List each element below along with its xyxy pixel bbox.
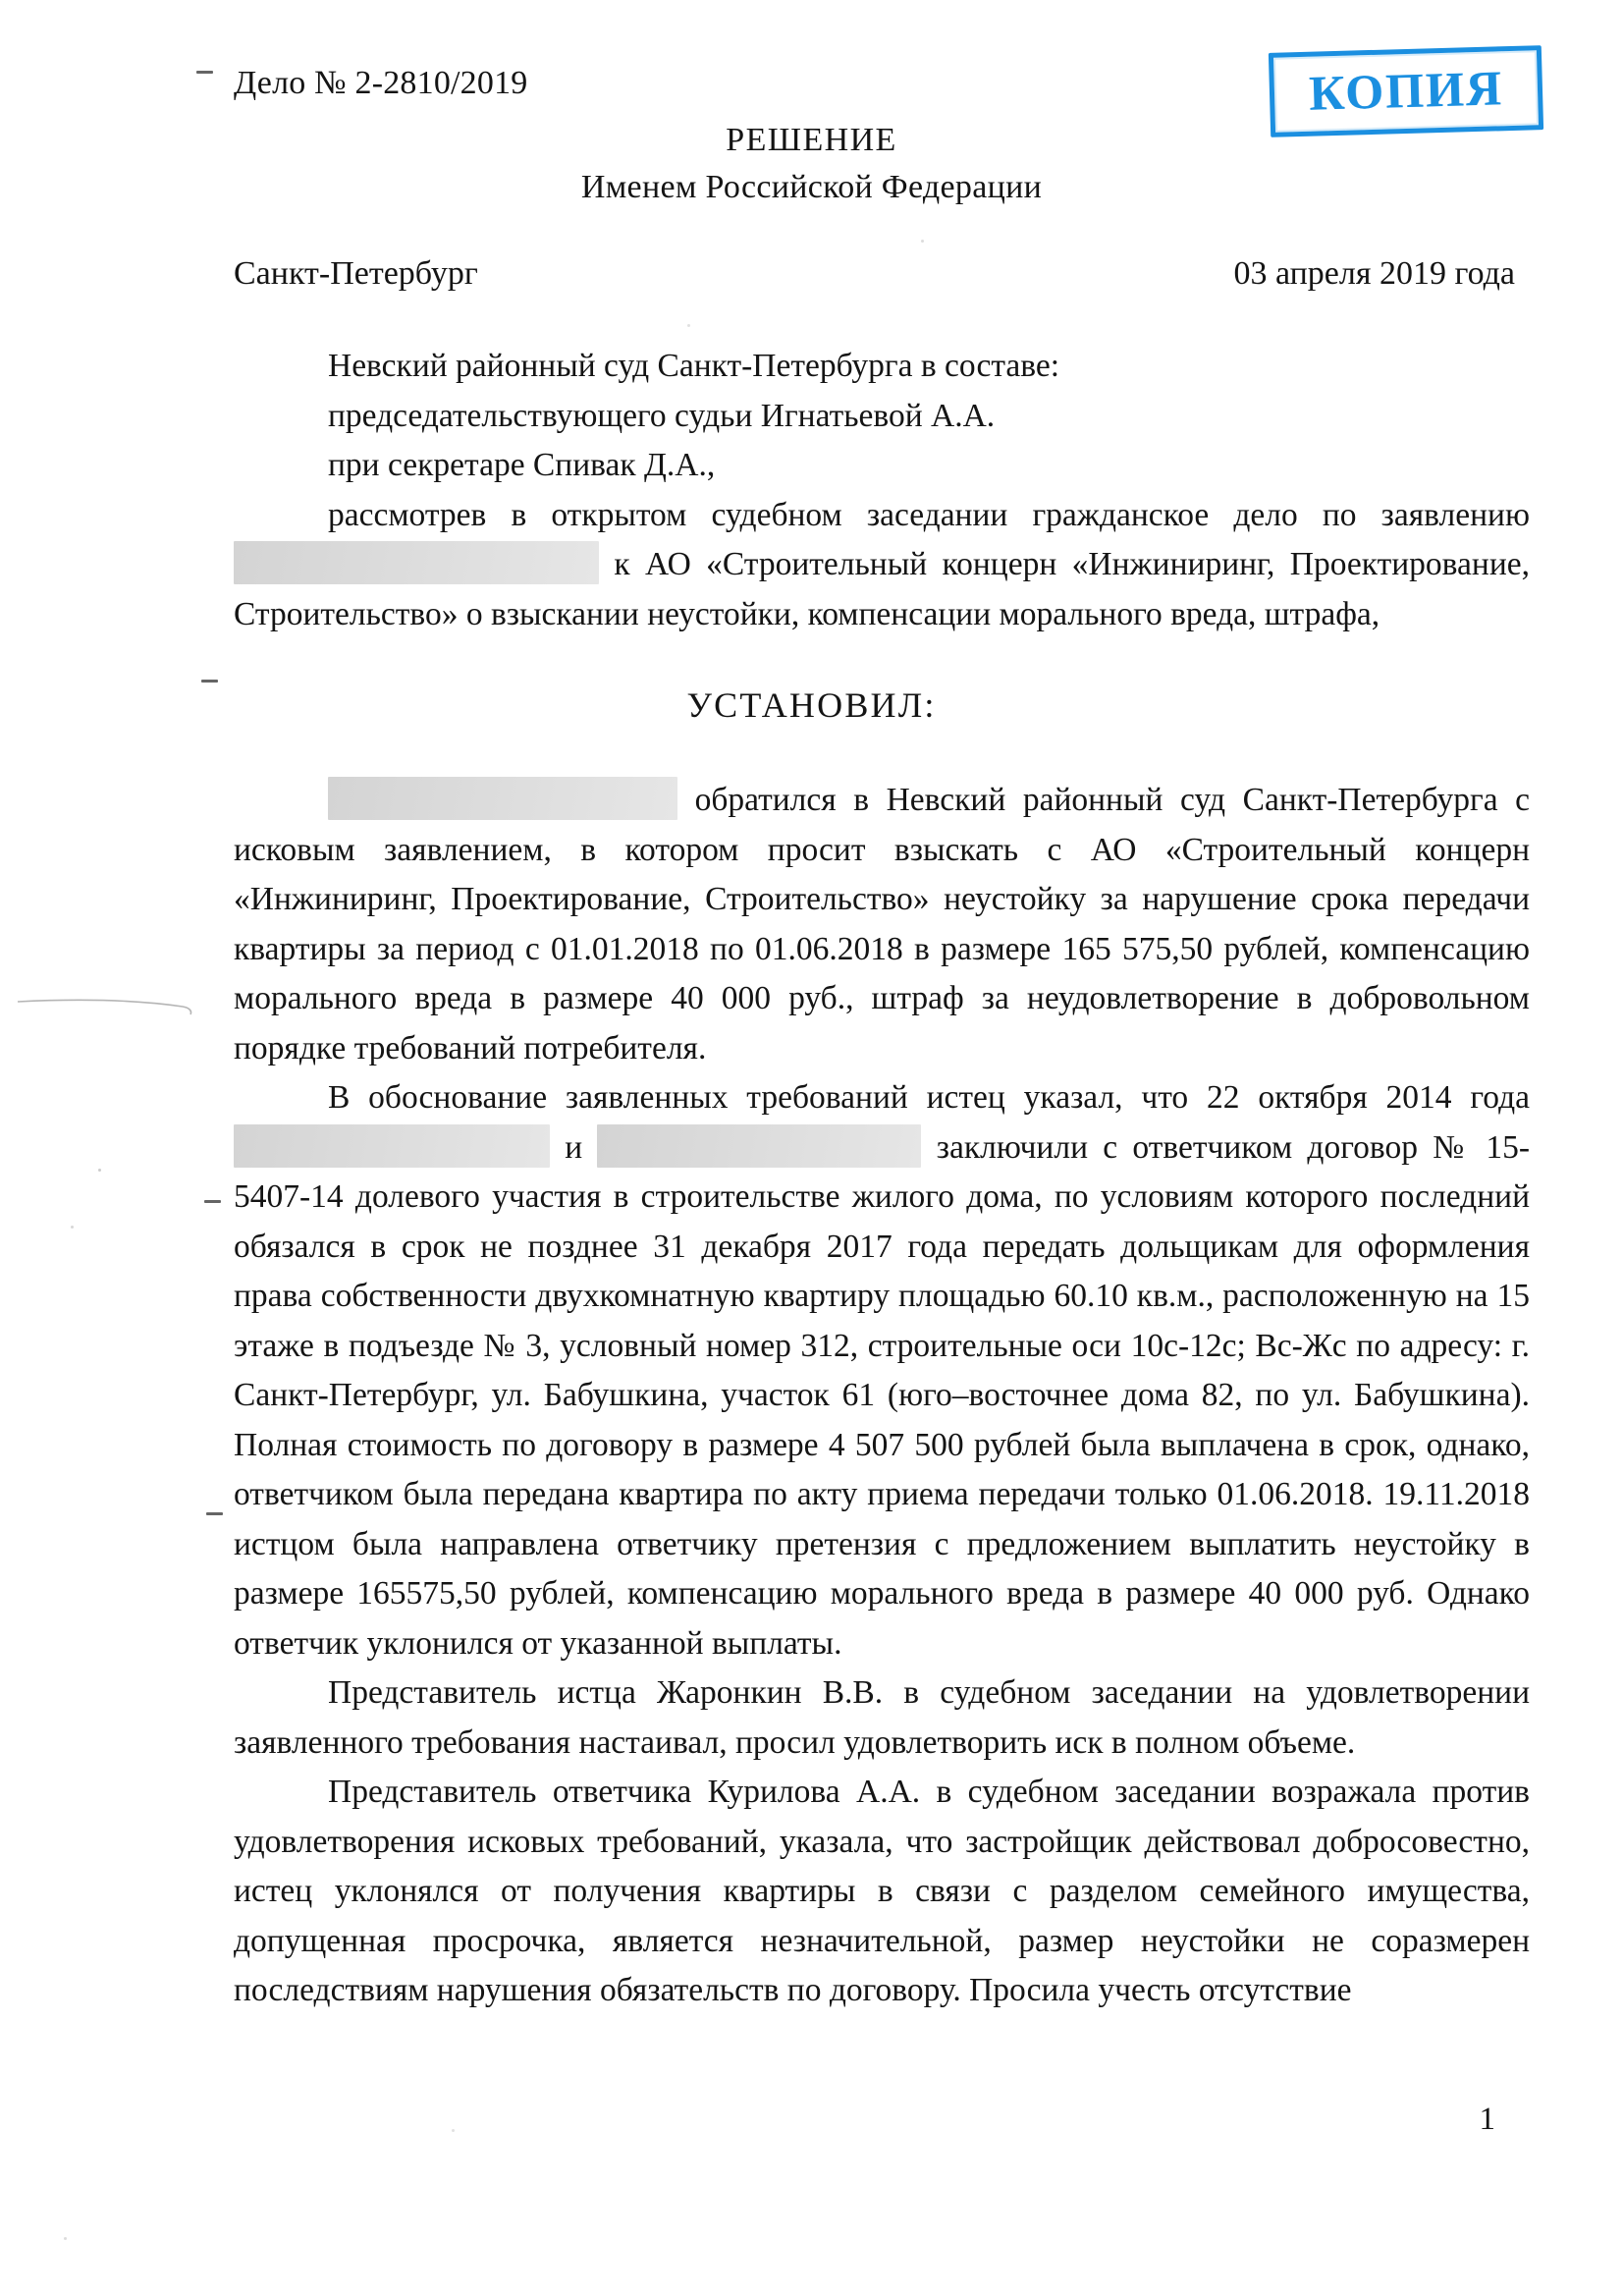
scan-artifact-speck <box>64 2237 67 2240</box>
scan-artifact-speck <box>452 2129 455 2132</box>
page-title: РЕШЕНИЕ <box>726 122 897 158</box>
scan-artifact-speck <box>98 1169 101 1172</box>
intro-block <box>234 342 1530 639</box>
city-label: Санкт-Петербург <box>234 255 478 292</box>
stamp-label: КОПИЯ <box>1308 59 1504 121</box>
scan-artifact-dash <box>206 1512 223 1515</box>
body-paragraph-3: Представитель истца Жаронкин В.В. в судебном заседании на удовлетворении заявленного требования настаивал, просил удовлетворить иск в полном объеме. <box>234 1674 1530 1761</box>
intro-subject-paragraph <box>234 491 1530 640</box>
decision-date: 03 апреля 2019 года <box>1233 255 1515 292</box>
redaction-block-applicant-name <box>328 777 677 820</box>
scan-artifact-speck <box>921 240 924 243</box>
scan-artifact-speck <box>687 324 690 327</box>
scan-artifact-dash <box>196 71 213 74</box>
scan-artifact-dash <box>201 680 218 683</box>
scan-artifact-speck <box>71 1226 74 1229</box>
body-paragraph-2-text-part2: заключили с ответчиком договор № 15-5407-14 долевого участия в строительстве жилого дома, по условиям которого последний обязался в срок не позднее 31 декабря 2017 года передать дольщикам для оформления права собственности двухкомнатную квартиру площадью 60.10 кв.м., расположенную на 15 этаже в подъезде № 3, условный номер 312, строительные оси 10с-12с; Вс-Жс по адресу: г. Санкт-Петербург, ул. Бабушкина, участок 61 (юго–восточнее дома 82, по ул. Бабушкина). Полная стоимость по договору в размере 4 507 500 рублей была выплачена в срок, однако, ответчиком была передана квартира по акту приема передачи только 01.06.2018. 19.11.2018 истцом была направлена ответчику претензия с предложением выплатить неустойку в размере 165575,50 рублей, компенсацию морального вреда в размере 40 000 руб. Однако ответчик уклонился от указанной выплаты. <box>234 1128 1530 1662</box>
intro-text-before-redaction: рассмотрев в открытом судебном заседании гражданское дело по заявлению <box>328 496 1530 533</box>
scan-artifact-curve <box>18 994 214 1015</box>
main-body-block <box>234 776 1530 2016</box>
body-paragraph-4: Представитель ответчика Курилова А.А. в судебном заседании возражала против удовлетворения исковых требований, указала, что застройщик действовал добросовестно, истец уклонялся от получения квартиры в связи с разделом семейного имущества, допущенная просрочка, является незначительной, размер неустойки не соразмерен последствиям нарушения обязательств по договору. Просила учесть отсутствие <box>234 1774 1530 2008</box>
intro-secretary-line: при секретаре Спивак Д.А., <box>328 447 716 483</box>
redaction-block-party-one <box>234 1124 550 1168</box>
body-paragraph-2 <box>234 1073 1530 1668</box>
intro-judge-line: председательствующего судьи Игнатьевой А.А. <box>328 397 996 434</box>
redaction-block-party-two <box>597 1124 921 1168</box>
body-paragraph-2-conjunction: и <box>565 1128 583 1166</box>
body-paragraph-1-text: обратился в Невский районный суд Санкт-Петербурга с исковым заявлением, в котором просит взыскать с АО «Строительный концерн «Инжиниринг, Проектирование, Строительство» неустойку за нарушение срока передачи квартиры за период с 01.01.2018 по 01.06.2018 в размере 165 575,50 рублей, компенсацию морального вреда в размере 40 000 руб., штраф за неудовлетворение в добровольном порядке требований потребителя. <box>234 782 1531 1066</box>
body-paragraph-2-text-part1: В обоснование заявленных требований истец указал, что 22 октября 2014 года <box>328 1079 1530 1116</box>
body-paragraph-1 <box>234 776 1530 1073</box>
page-number: 1 <box>1479 2102 1495 2137</box>
case-number: Дело № 2-2810/2019 <box>234 65 528 101</box>
intro-text-after-redaction: к АО «Строительный концерн «Инжиниринг, Проектирование, Строительство» о взыскании неустойки, компенсации морального вреда, штрафа, <box>234 546 1530 632</box>
scan-artifact-dash <box>204 1200 221 1203</box>
redaction-block-plaintiff-name <box>234 541 599 584</box>
section-heading-ustanovil: УСТАНОВИЛ: <box>686 685 937 725</box>
document-subtitle: Именем Российской Федерации <box>580 169 1043 205</box>
intro-court-line: Невский районный суд Санкт-Петербурга в составе: <box>328 348 1060 384</box>
